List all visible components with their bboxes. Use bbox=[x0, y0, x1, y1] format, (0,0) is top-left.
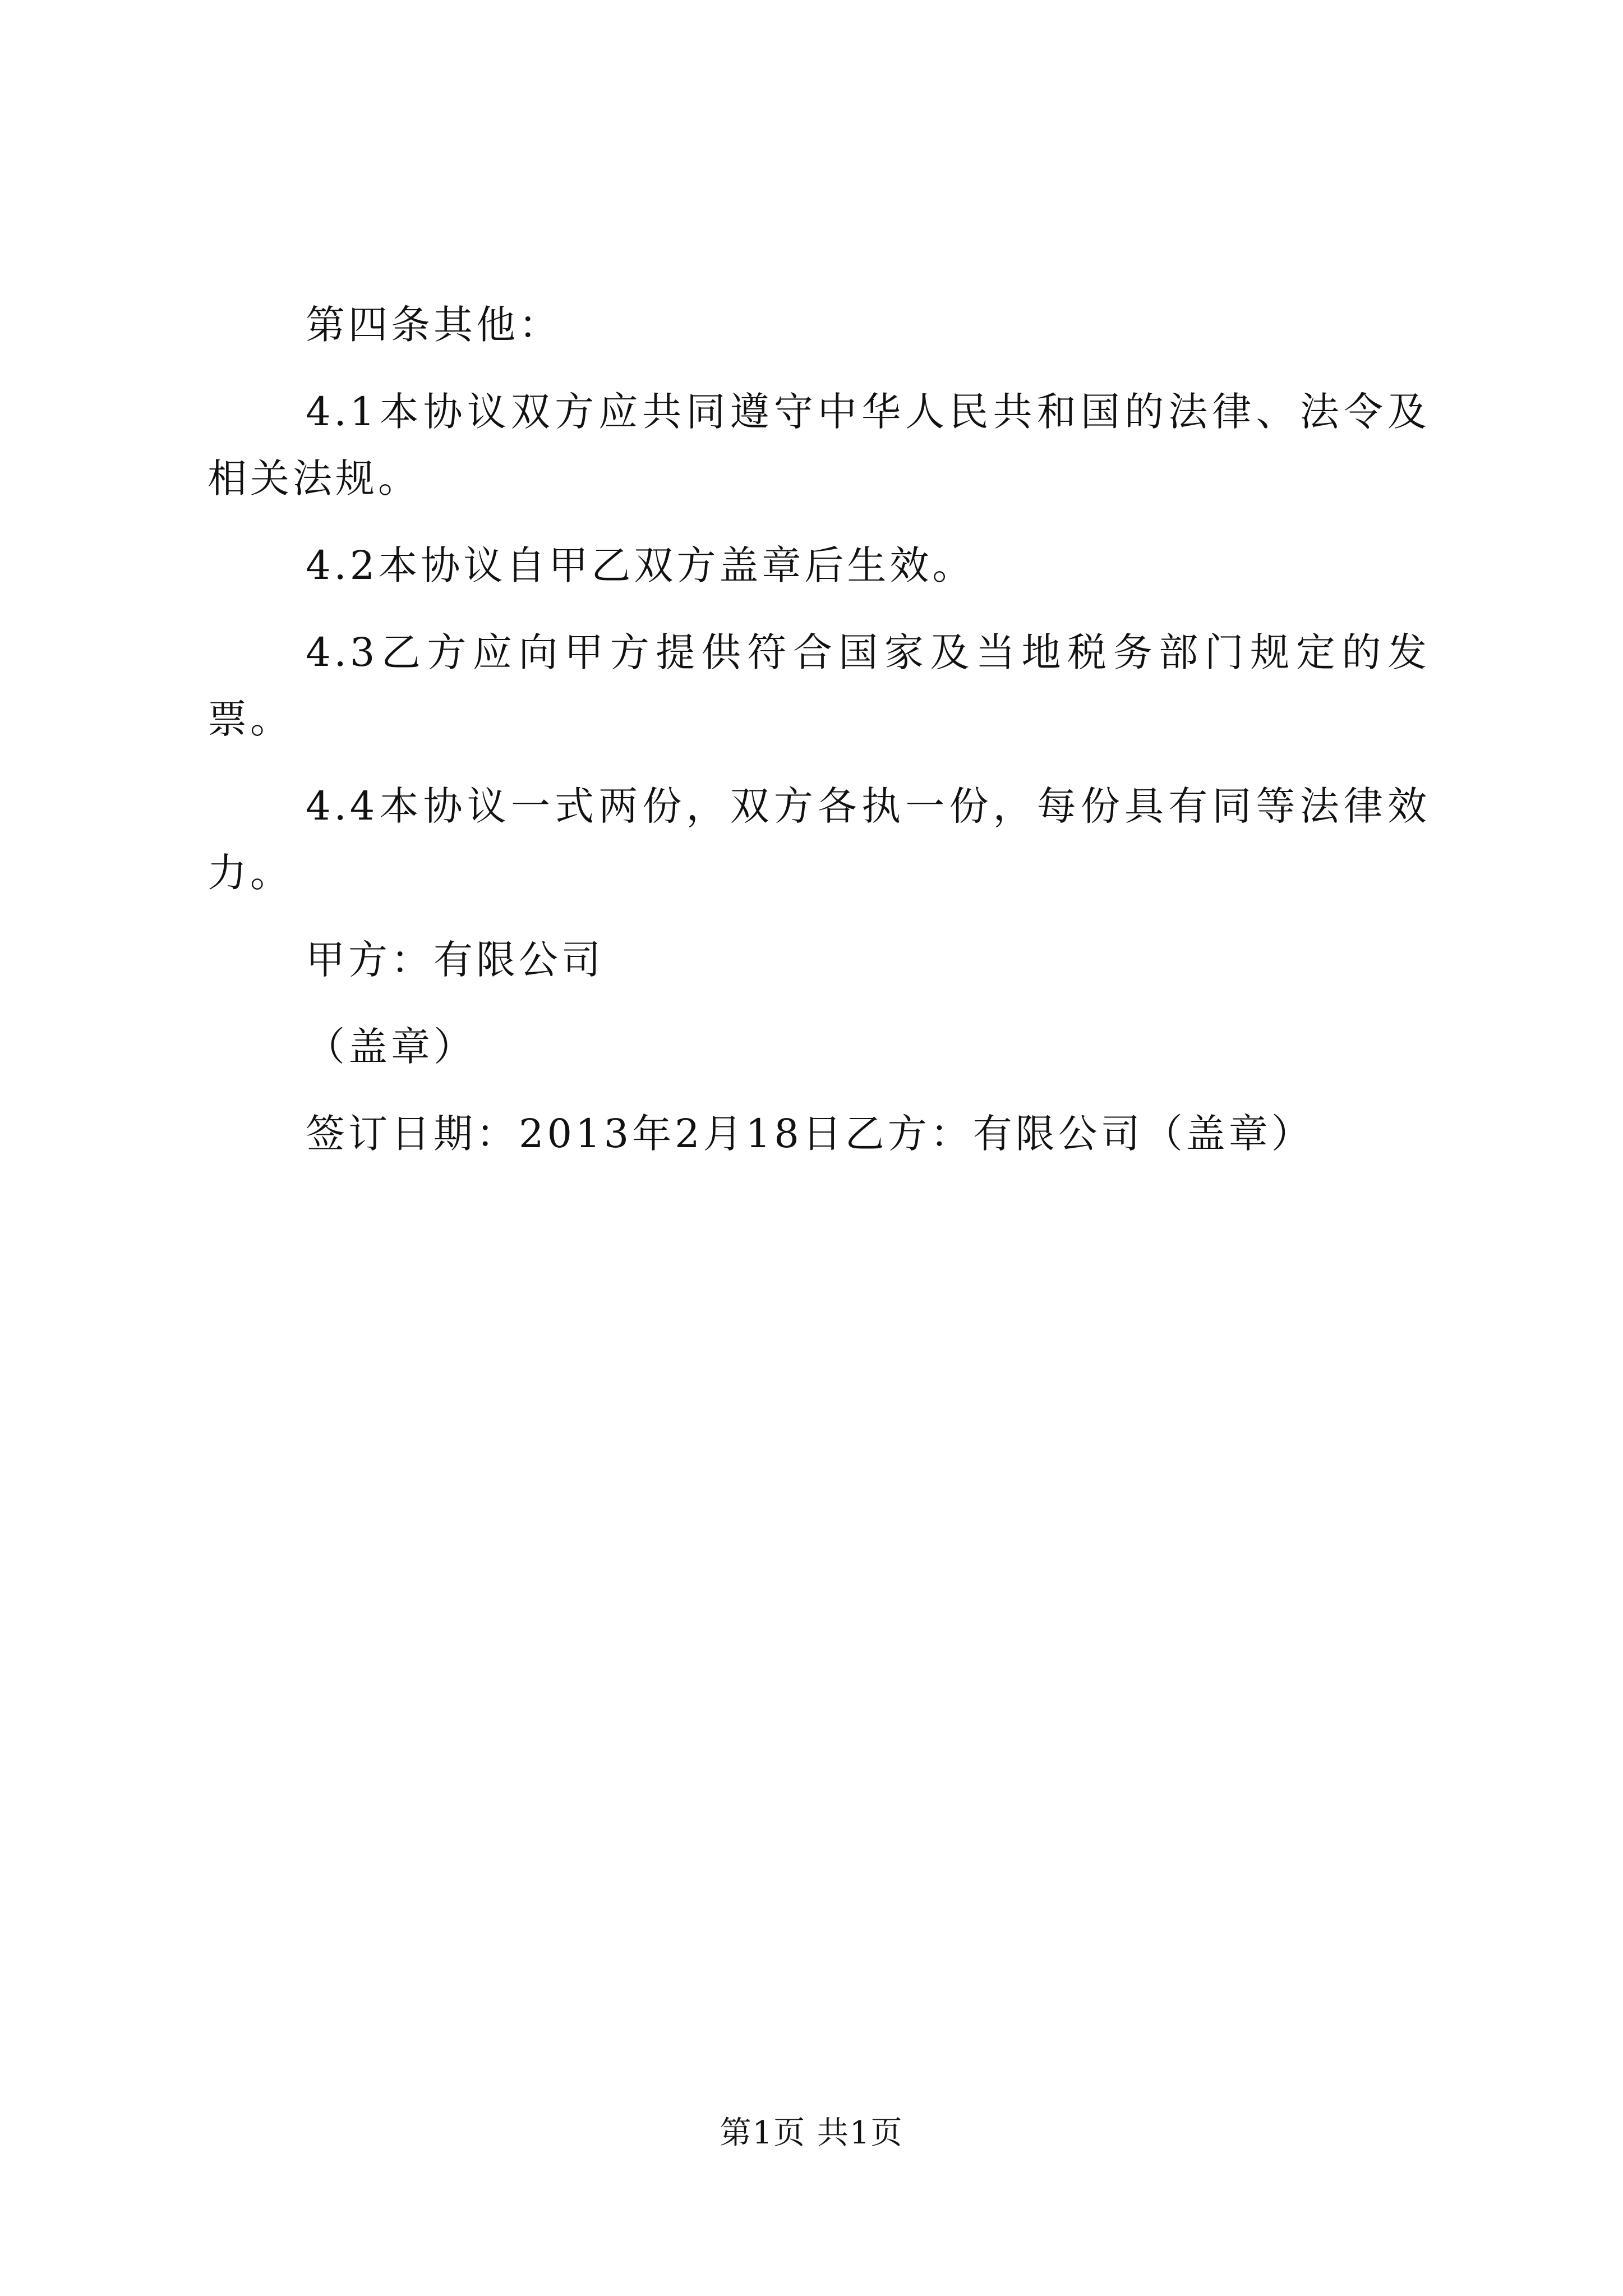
party-a-line: 甲方：有限公司 bbox=[306, 937, 604, 983]
clause-4-4: 4.4本协议一式两份，双方各执一份，每份具有同等法律效力。 bbox=[208, 783, 1430, 896]
section-heading: 第四条其他： bbox=[306, 302, 561, 348]
seal-line: （盖章） bbox=[306, 1024, 476, 1070]
page-footer: 第1页 共1页 bbox=[720, 2115, 903, 2151]
clause-4-2: 4.2本协议自甲乙双方盖章后生效。 bbox=[306, 542, 975, 588]
clause-4-1: 4.1本协议双方应共同遵守中华人民共和国的法律、法令及相关法规。 bbox=[208, 389, 1430, 501]
document-body bbox=[208, 292, 1430, 1188]
signing-date-line: 签订日期：2013年2月18日乙方：有限公司（盖章） bbox=[306, 1111, 1314, 1157]
clause-4-3: 4.3乙方应向甲方提供符合国家及当地税务部门规定的发票。 bbox=[208, 629, 1430, 742]
